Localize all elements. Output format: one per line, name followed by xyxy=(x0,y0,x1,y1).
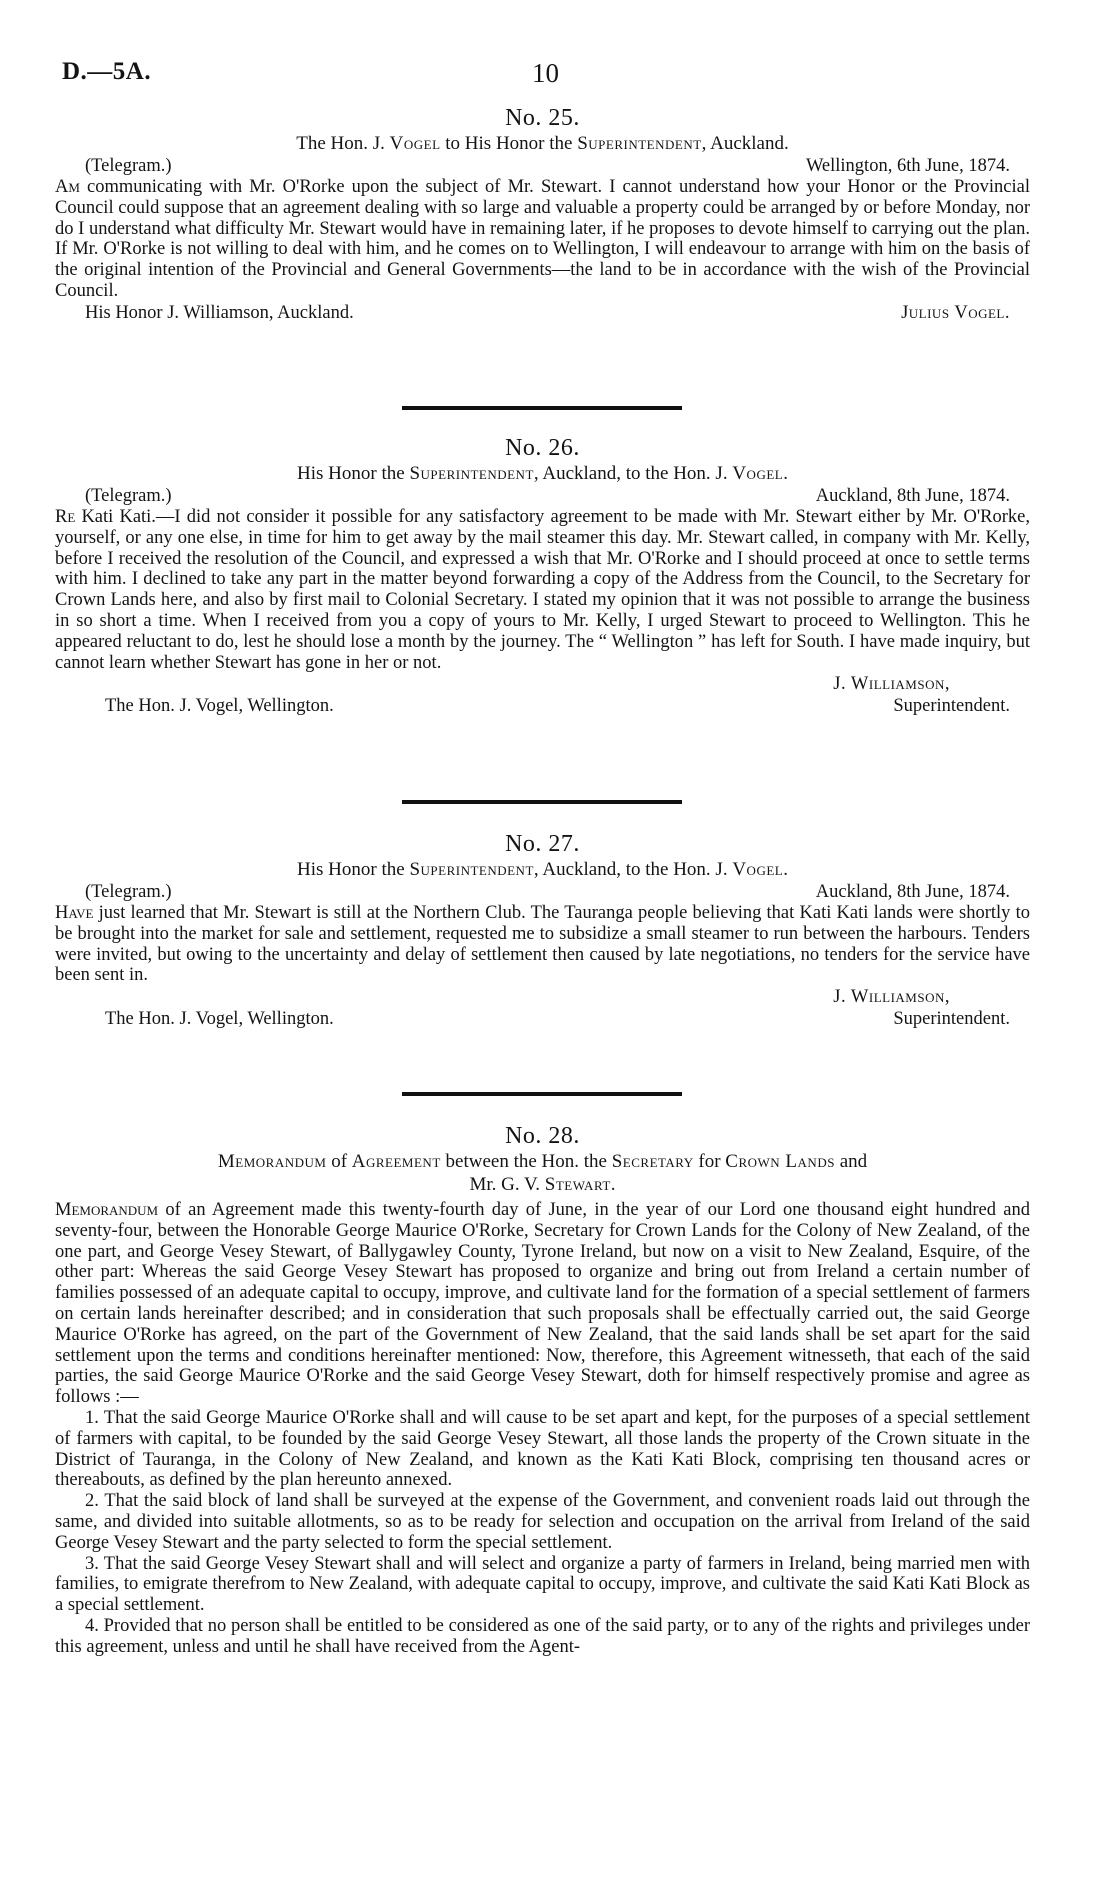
telegram-label: (Telegram.) xyxy=(85,486,172,506)
document-27 xyxy=(55,830,1030,1030)
signature-title: Superintendent. xyxy=(893,1009,1010,1030)
addressee: The Hon. J. Vogel, Wellington. xyxy=(105,696,334,717)
message-body: Re Kati Kati.—I did not consider it possible for any satisfactory agreement to be made with Mr. Stewart either by Mr. O'Rorke, yourself, or any one else, in time for him to get away by the mail steamer this day. Mr. Stewart called, in company with Mr. Kelly, before I received the resolution of the Council, and expressed a wish that Mr. O'Rorke and I should proceed at once to settle terms with him. I declined to take any part in the matter beyond forwarding a copy of the Address from the Council, to the Secretary for Crown Lands here, and also by first mail to Colonial Secretary. I stated my opinion that it was not possible to arrange the business in so short a time. When I received from you a copy of yours to Mr. Kelly, I urged Stewart to proceed to Wellington. This he appeared reluctant to do, lest he should lose a month by the journey. The “ Wellington ” has left for South. I have made inquiry, but cannot learn whether Stewart has gone in her or not. xyxy=(55,507,1030,673)
addressee: The Hon. J. Vogel, Wellington. xyxy=(105,1009,334,1030)
clause-1: 1. That the said George Maurice O'Rorke shall and will cause to be set apart and kept, for the purposes of a special settlement of farmers with capital, to be founded by the said George Vesey Stewart, all those lands the property of the Crown situate in the District of Tauranga, in the Colony of New Zealand, and known as the Kati Kati Block, comprising ten thousand acres or thereabouts, as defined by the plan hereunto annexed. xyxy=(55,1407,1030,1491)
memorandum-preamble: Memorandum of an Agreement made this twenty-fourth day of June, in the year of our Lord one thousand eight hundred and seventy-four, between the Honorable George Maurice O'Rorke, Secretary for Crown Lands for the Colony of New Zealand, of the one part, and George Vesey Stewart, of Ballygawley County, Tyrone Ireland, but now on a visit to New Zealand, Esquire, of the other part: Whereas the said George Vesey Stewart has proposed to organize and bring out from Ireland a certain number of families possessed of an adequate capital to occupy, improve, and cultivate land for the formation of a special settlement of farmers on certain lands hereinafter described; and in consideration that such proposals shall be effectually carried out, the said George Maurice O'Rorke has agreed, on the part of the Government of New Zealand, that the said lands shall be set apart for the said settlement upon the terms and conditions hereinafter mentioned: Now, therefore, this Agreement witnesseth, that each of the said parties, the said George Maurice O'Rorke and the said George Vesey Stewart, doth for himself respectively promise and agree as follows :— xyxy=(55,1200,1030,1408)
document-heading: The Hon. J. Vogel to His Honor the Superintendent, Auckland. xyxy=(296,133,789,154)
document-26 xyxy=(55,434,1030,717)
document-28 xyxy=(55,1122,1030,1658)
section-divider xyxy=(402,1092,682,1096)
clause-4: 4. Provided that no person shall be entitled to be considered as one of the said party, or to any of the rights and privileges under this agreement, unless and until he shall have received from the Agent- xyxy=(55,1615,1030,1657)
document-number: No. 25. xyxy=(505,105,580,131)
telegram-line xyxy=(55,155,1030,177)
document-reference: D.—5A. xyxy=(62,58,152,85)
signature: J. Williamson, xyxy=(833,987,950,1008)
signature: Julius Vogel. xyxy=(901,302,1010,323)
page-header xyxy=(62,58,1002,94)
place-date: Auckland, 8th June, 1874. xyxy=(815,486,1010,506)
addressee: His Honor J. Williamson, Auckland. xyxy=(85,302,354,323)
place-date: Auckland, 8th June, 1874. xyxy=(815,882,1010,902)
document-number: No. 28. xyxy=(505,1123,580,1149)
clause-2: 2. That the said block of land shall be surveyed at the expense of the Government, and convenient roads laid out through the same, and divided into suitable allotments, so as to be ready for selection and occupation on the arrival from Ireland of the said George Vesey Stewart and the party selected to form the special settlement. xyxy=(55,1491,1030,1553)
document-25 xyxy=(55,104,1030,324)
telegram-label: (Telegram.) xyxy=(85,882,172,902)
document-heading: Memorandum of Agreement between the Hon. the Secretary for Crown Lands and xyxy=(217,1151,868,1172)
place-date: Wellington, 6th June, 1874. xyxy=(805,156,1010,176)
telegram-line xyxy=(55,485,1030,507)
clause-3: 3. That the said George Vesey Stewart shall and will select and organize a party of farmers in Ireland, being married men with families, to emigrate therefrom to New Zealand, with adequate capital to occupy, improve, and cultivate the said Kati Kati Block as a special settlement. xyxy=(55,1553,1030,1616)
section-divider xyxy=(402,406,682,410)
telegram-line xyxy=(55,881,1030,903)
signature-line xyxy=(55,986,1030,1008)
signature-line xyxy=(55,673,1030,695)
document-number: No. 26. xyxy=(505,435,580,461)
document-heading: His Honor the Superintendent, Auckland, to the Hon. J. Vogel. xyxy=(297,463,788,484)
telegram-label: (Telegram.) xyxy=(85,156,172,176)
addressee-signature-line xyxy=(55,302,1030,324)
message-body: Have just learned that Mr. Stewart is still at the Northern Club. The Tauranga people believing that Kati Kati lands were shortly to be brought into the market for sale and settlement, requested me to subsidize a small steamer to run between the harbours. Tenders were invited, but owing to the uncertainty and delay of settlement then caused by late negotiations, no tenders for the service have been sent in. xyxy=(55,903,1030,986)
signature: J. Williamson, xyxy=(833,674,950,695)
document-heading-line-2: Mr. G. V. Stewart. xyxy=(469,1174,616,1195)
document-heading: His Honor the Superintendent, Auckland, to the Hon. J. Vogel. xyxy=(297,859,788,880)
addressee-title-line xyxy=(55,695,1030,717)
document-number: No. 27. xyxy=(505,831,580,857)
page-number: 10 xyxy=(532,58,559,88)
section-divider xyxy=(402,800,682,804)
signature-title: Superintendent. xyxy=(893,696,1010,717)
addressee-title-line xyxy=(55,1008,1030,1030)
message-body: Am communicating with Mr. O'Rorke upon the subject of Mr. Stewart. I cannot understand how your Honor or the Provincial Council could suppose that an agreement dealing with so large and valuable a property could be arranged by or before Monday, nor do I understand what difficulty Mr. Stewart would have in remaining later, if he proposes to devote himself to carrying out the plan. If Mr. O'Rorke is not willing to deal with him, and he comes on to Wellington, I will endeavour to arrange with him on the basis of the original intention of the Provincial and General Governments—the land to be in accordance with the wish of the Provincial Council. xyxy=(55,177,1030,301)
